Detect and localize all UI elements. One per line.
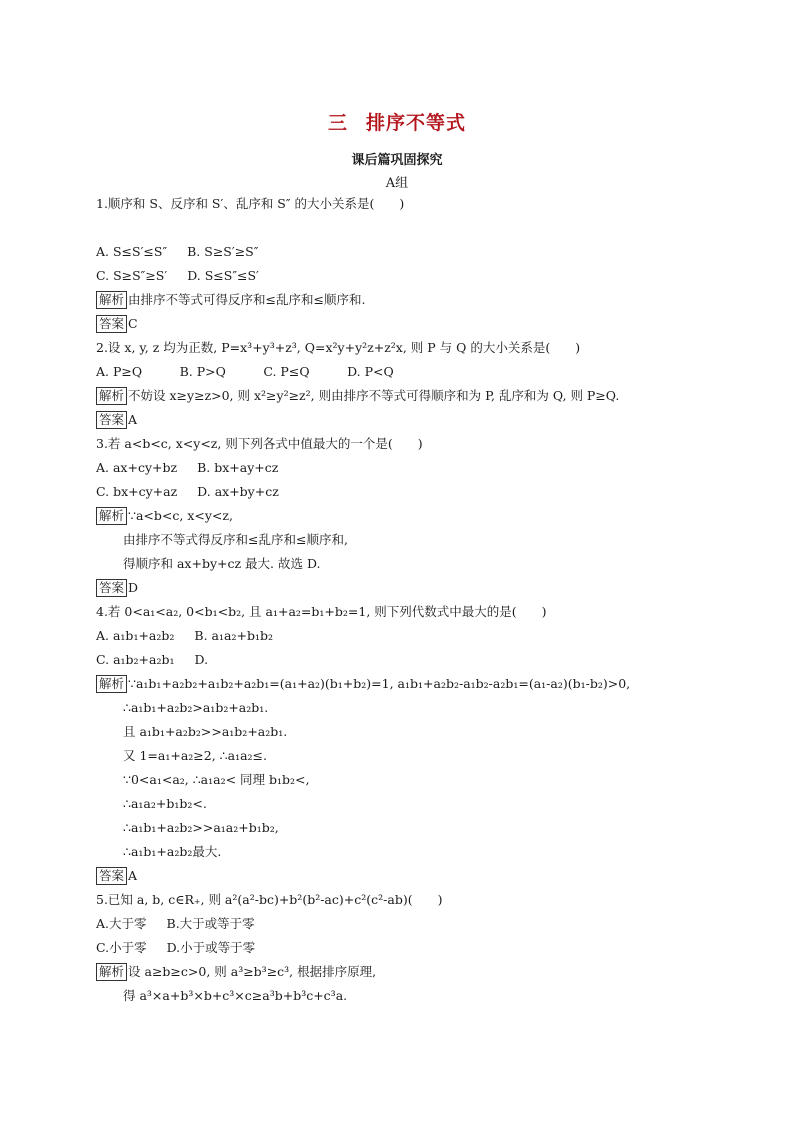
q4-option-b: B. a₁a₂+b₁b₂: [194, 628, 273, 643]
analysis-tag: 解析: [96, 963, 127, 981]
q4-options-ab: [96, 627, 273, 645]
q4-analysis-line8: ∴a₁b₁+a₂b₂最大.: [123, 844, 222, 859]
page-title: [0, 108, 794, 135]
q3-analysis-line3: 得顺序和 ax+by+cz 最大. 故选 D.: [123, 556, 321, 571]
q1-option-a: A. S≤S′≤S″: [96, 244, 168, 259]
q3-analysis-line2: 由排序不等式得反序和≤乱序和≤顺序和,: [123, 532, 348, 547]
q4-answer-text: A: [128, 868, 138, 883]
q3-option-d: D. ax+by+cz: [197, 484, 279, 499]
answer-tag: 答案: [96, 579, 127, 597]
q4-stem: 4.若 0<a₁<a₂, 0<b₁<b₂, 且 a₁+a₂=b₁+b₂=1, 则下列代数式中最大的是( ): [96, 604, 547, 619]
q1-stem: 1.顺序和 S、反序和 S′、乱序和 S″ 的大小关系是( ): [96, 196, 405, 211]
answer-tag: 答案: [96, 315, 127, 333]
q5-options-cd: [96, 939, 255, 957]
q4-option-c: C. a₁b₂+a₂b₁: [96, 652, 175, 667]
q3-options-cd: [96, 483, 279, 501]
q1-option-d: D. S≤S″≤S′: [187, 268, 259, 283]
q5-analysis: [96, 963, 376, 981]
q5-option-c: C.小于零: [96, 940, 147, 955]
title-number: 三: [327, 112, 348, 134]
q1-option-b: B. S≥S′≥S″: [187, 244, 259, 259]
q1-analysis-text: 由排序不等式可得反序和≤乱序和≤顺序和.: [128, 292, 366, 307]
title-text: 排序不等式: [366, 112, 467, 134]
q3-option-c: C. bx+cy+az: [96, 484, 178, 499]
q2-analysis-text: 不妨设 x≥y≥z>0, 则 x²≥y²≥z², 则由排序不等式可得顺序和为 P, 乱序和为 Q, 则 P≥Q.: [128, 388, 620, 403]
q1-analysis: [96, 291, 365, 309]
group-label: A组: [385, 176, 409, 191]
q5-stem: 5.已知 a, b, c∈R₊, 则 a²(a²-bc)+b²(b²-ac)+c²(c²-ab)( ): [96, 892, 443, 907]
q3-options-ab: [96, 459, 278, 477]
q4-option-d: D.: [194, 652, 209, 667]
q5-option-d: D.小于或等于零: [166, 940, 256, 955]
q2-stem: 2.设 x, y, z 均为正数, P=x³+y³+z³, Q=x²y+y²z+z²x, 则 P 与 Q 的大小关系是( ): [96, 340, 581, 355]
q4-analysis-line7: ∴a₁b₁+a₂b₂>>a₁a₂+b₁b₂,: [123, 820, 279, 835]
answer-tag: 答案: [96, 411, 127, 429]
q4-analysis-line3: 且 a₁b₁+a₂b₂>>a₁b₂+a₂b₁.: [123, 724, 288, 739]
section-subtitle: 课后篇巩固探究: [351, 153, 443, 168]
q4-options-cd: [96, 651, 208, 669]
analysis-tag: 解析: [96, 507, 127, 525]
q4-analysis-line2: ∴a₁b₁+a₂b₂>a₁b₂+a₂b₁.: [123, 700, 269, 715]
q3-analysis-line1: ∵a<b<c, x<y<z,: [128, 508, 233, 523]
q2-options: A. P≥Q B. P>Q C. P≤Q D. P<Q: [96, 364, 394, 379]
q3-option-b: B. bx+ay+cz: [197, 460, 279, 475]
q2-answer: [96, 411, 137, 429]
q4-answer: [96, 867, 137, 885]
answer-tag: 答案: [96, 867, 127, 885]
q4-analysis-line1: ∵a₁b₁+a₂b₂+a₁b₂+a₂b₁=(a₁+a₂)(b₁+b₂)=1, a₁b₁+a₂b₂-a₁b₂-a₂b₁=(a₁-a₂)(b₁-b₂)>0,: [128, 676, 631, 691]
q5-analysis-line2: 得 a³×a+b³×b+c³×c≥a³b+b³c+c³a.: [123, 988, 348, 1003]
q3-answer: [96, 579, 138, 597]
q4-analysis-line4: 又 1=a₁+a₂≥2, ∴a₁a₂≤.: [123, 748, 268, 763]
analysis-tag: 解析: [96, 291, 127, 309]
q1-answer-text: C: [128, 316, 138, 331]
q1-options-cd: [96, 267, 259, 285]
q3-answer-text: D: [128, 580, 139, 595]
q5-analysis-line1: 设 a≥b≥c>0, 则 a³≥b³≥c³, 根据排序原理,: [128, 964, 377, 979]
q1-option-c: C. S≥S″≥S′: [96, 268, 168, 283]
q2-answer-text: A: [128, 412, 138, 427]
q1-options-ab: [96, 243, 258, 261]
q4-analysis-line5: ∵0<a₁<a₂, ∴a₁a₂< 同理 b₁b₂<,: [123, 772, 310, 787]
q4-option-a: A. a₁b₁+a₂b₂: [96, 628, 175, 643]
q4-analysis: [96, 675, 630, 693]
analysis-tag: 解析: [96, 387, 127, 405]
q1-answer: [96, 315, 138, 333]
q3-analysis: [96, 507, 233, 525]
analysis-tag: 解析: [96, 675, 127, 693]
q4-analysis-line6: ∴a₁a₂+b₁b₂<.: [123, 796, 207, 811]
q2-analysis: [96, 387, 619, 405]
q3-option-a: A. ax+cy+bz: [96, 460, 178, 475]
q5-options-ab: [96, 915, 255, 933]
q5-option-b: B.大于或等于零: [166, 916, 255, 931]
q5-option-a: A.大于零: [96, 916, 147, 931]
q3-stem: 3.若 a<b<c, x<y<z, 则下列各式中值最大的一个是( ): [96, 436, 423, 451]
